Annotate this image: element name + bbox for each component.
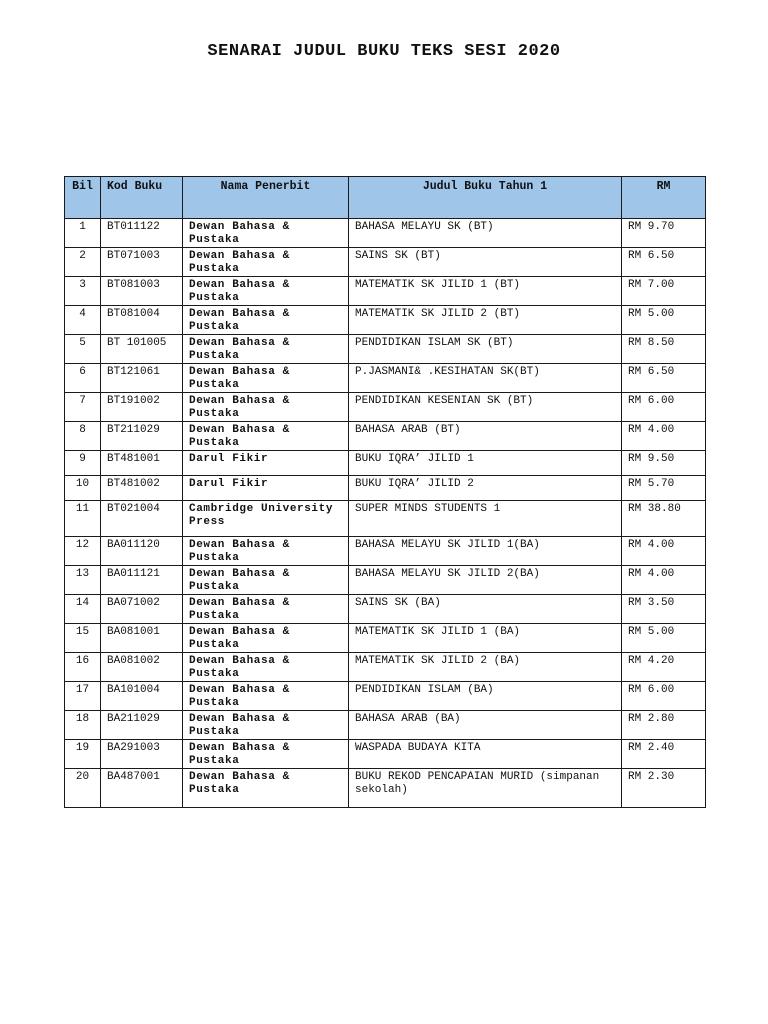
table-row — [65, 501, 706, 537]
table-row — [65, 682, 706, 711]
row-nama-penerbit: Dewan Bahasa & Pustaka — [183, 306, 349, 335]
row-judul-buku: BAHASA ARAB (BA) — [349, 711, 622, 740]
row-bil: 2 — [65, 248, 101, 277]
row-harga-rm: RM 6.00 — [622, 393, 706, 422]
row-bil: 14 — [65, 595, 101, 624]
row-bil: 3 — [65, 277, 101, 306]
row-judul-buku: SUPER MINDS STUDENTS 1 — [349, 501, 622, 537]
table-row — [65, 335, 706, 364]
row-kod-buku: BA101004 — [101, 682, 183, 711]
row-kod-buku: BT481001 — [101, 451, 183, 476]
row-nama-penerbit: Dewan Bahasa & Pustaka — [183, 624, 349, 653]
row-judul-buku: MATEMATIK SK JILID 1 (BA) — [349, 624, 622, 653]
row-bil: 7 — [65, 393, 101, 422]
row-judul-buku: PENDIDIKAN ISLAM (BA) — [349, 682, 622, 711]
row-judul-buku: BUKU IQRA’ JILID 2 — [349, 476, 622, 501]
row-harga-rm: RM 9.50 — [622, 451, 706, 476]
row-bil: 20 — [65, 769, 101, 808]
row-harga-rm: RM 6.50 — [622, 364, 706, 393]
row-judul-buku: BUKU REKOD PENCAPAIAN MURID (simpanan sekolah) — [349, 769, 622, 808]
table-row — [65, 277, 706, 306]
row-harga-rm: RM 2.30 — [622, 769, 706, 808]
row-kod-buku: BT121061 — [101, 364, 183, 393]
row-harga-rm: RM 5.00 — [622, 306, 706, 335]
row-bil: 6 — [65, 364, 101, 393]
header-bil: Bil — [65, 177, 101, 219]
row-harga-rm: RM 6.00 — [622, 682, 706, 711]
row-bil: 16 — [65, 653, 101, 682]
row-harga-rm: RM 6.50 — [622, 248, 706, 277]
row-bil: 17 — [65, 682, 101, 711]
table-row — [65, 422, 706, 451]
row-harga-rm: RM 4.00 — [622, 537, 706, 566]
row-kod-buku: BT081003 — [101, 277, 183, 306]
row-nama-penerbit: Dewan Bahasa & Pustaka — [183, 364, 349, 393]
row-harga-rm: RM 2.40 — [622, 740, 706, 769]
row-kod-buku: BT191002 — [101, 393, 183, 422]
row-nama-penerbit: Darul Fikir — [183, 476, 349, 501]
row-bil: 4 — [65, 306, 101, 335]
row-bil: 8 — [65, 422, 101, 451]
row-kod-buku: BA487001 — [101, 769, 183, 808]
row-nama-penerbit: Dewan Bahasa & Pustaka — [183, 566, 349, 595]
textbook-table — [64, 176, 706, 808]
row-nama-penerbit: Dewan Bahasa & Pustaka — [183, 711, 349, 740]
row-harga-rm: RM 38.80 — [622, 501, 706, 537]
table-row — [65, 537, 706, 566]
row-judul-buku: MATEMATIK SK JILID 2 (BA) — [349, 653, 622, 682]
table-row — [65, 711, 706, 740]
row-judul-buku: SAINS SK (BT) — [349, 248, 622, 277]
table-row — [65, 219, 706, 248]
row-harga-rm: RM 7.00 — [622, 277, 706, 306]
header-judul-buku: Judul Buku Tahun 1 — [349, 177, 622, 219]
row-nama-penerbit: Dewan Bahasa & Pustaka — [183, 740, 349, 769]
row-nama-penerbit: Dewan Bahasa & Pustaka — [183, 335, 349, 364]
row-kod-buku: BA081002 — [101, 653, 183, 682]
row-judul-buku: WASPADA BUDAYA KITA — [349, 740, 622, 769]
table-row — [65, 595, 706, 624]
row-bil: 11 — [65, 501, 101, 537]
row-nama-penerbit: Darul Fikir — [183, 451, 349, 476]
row-kod-buku: BT021004 — [101, 501, 183, 537]
row-harga-rm: RM 2.80 — [622, 711, 706, 740]
row-kod-buku: BA011120 — [101, 537, 183, 566]
row-kod-buku: BT481002 — [101, 476, 183, 501]
row-kod-buku: BA011121 — [101, 566, 183, 595]
row-nama-penerbit: Dewan Bahasa & Pustaka — [183, 277, 349, 306]
row-judul-buku: PENDIDIKAN KESENIAN SK (BT) — [349, 393, 622, 422]
row-harga-rm: RM 8.50 — [622, 335, 706, 364]
row-kod-buku: BT071003 — [101, 248, 183, 277]
table-row — [65, 364, 706, 393]
row-judul-buku: BAHASA ARAB (BT) — [349, 422, 622, 451]
table-row — [65, 624, 706, 653]
header-rm: RM — [622, 177, 706, 219]
table-row — [65, 393, 706, 422]
row-kod-buku: BT011122 — [101, 219, 183, 248]
row-bil: 9 — [65, 451, 101, 476]
row-judul-buku: BAHASA MELAYU SK (BT) — [349, 219, 622, 248]
row-kod-buku: BT 101005 — [101, 335, 183, 364]
row-nama-penerbit: Dewan Bahasa & Pustaka — [183, 422, 349, 451]
row-judul-buku: SAINS SK (BA) — [349, 595, 622, 624]
row-bil: 1 — [65, 219, 101, 248]
row-judul-buku: BUKU IQRA’ JILID 1 — [349, 451, 622, 476]
row-judul-buku: BAHASA MELAYU SK JILID 1(BA) — [349, 537, 622, 566]
row-nama-penerbit: Cambridge University Press — [183, 501, 349, 537]
table-header-row — [65, 177, 706, 219]
row-harga-rm: RM 4.00 — [622, 422, 706, 451]
row-harga-rm: RM 4.20 — [622, 653, 706, 682]
row-kod-buku: BA291003 — [101, 740, 183, 769]
row-harga-rm: RM 5.00 — [622, 624, 706, 653]
row-nama-penerbit: Dewan Bahasa & Pustaka — [183, 653, 349, 682]
table-row — [65, 769, 706, 808]
row-nama-penerbit: Dewan Bahasa & Pustaka — [183, 769, 349, 808]
row-bil: 5 — [65, 335, 101, 364]
row-judul-buku: MATEMATIK SK JILID 1 (BT) — [349, 277, 622, 306]
page-title: SENARAI JUDUL BUKU TEKS SESI 2020 — [207, 42, 561, 61]
table-row — [65, 248, 706, 277]
table-row — [65, 476, 706, 501]
row-harga-rm: RM 5.70 — [622, 476, 706, 501]
table-row — [65, 566, 706, 595]
row-harga-rm: RM 3.50 — [622, 595, 706, 624]
header-nama-penerbit: Nama Penerbit — [183, 177, 349, 219]
table-row — [65, 740, 706, 769]
row-nama-penerbit: Dewan Bahasa & Pustaka — [183, 248, 349, 277]
table-row — [65, 306, 706, 335]
row-kod-buku: BA071002 — [101, 595, 183, 624]
row-nama-penerbit: Dewan Bahasa & Pustaka — [183, 595, 349, 624]
row-kod-buku: BT211029 — [101, 422, 183, 451]
row-harga-rm: RM 4.00 — [622, 566, 706, 595]
row-nama-penerbit: Dewan Bahasa & Pustaka — [183, 393, 349, 422]
row-kod-buku: BT081004 — [101, 306, 183, 335]
row-nama-penerbit: Dewan Bahasa & Pustaka — [183, 219, 349, 248]
row-bil: 13 — [65, 566, 101, 595]
row-kod-buku: BA211029 — [101, 711, 183, 740]
row-judul-buku: P.JASMANI& .KESIHATAN SK(BT) — [349, 364, 622, 393]
table-row — [65, 653, 706, 682]
header-kod-buku: Kod Buku — [101, 177, 183, 219]
row-bil: 19 — [65, 740, 101, 769]
row-nama-penerbit: Dewan Bahasa & Pustaka — [183, 682, 349, 711]
row-kod-buku: BA081001 — [101, 624, 183, 653]
row-judul-buku: PENDIDIKAN ISLAM SK (BT) — [349, 335, 622, 364]
row-judul-buku: MATEMATIK SK JILID 2 (BT) — [349, 306, 622, 335]
row-bil: 15 — [65, 624, 101, 653]
row-bil: 18 — [65, 711, 101, 740]
row-harga-rm: RM 9.70 — [622, 219, 706, 248]
row-judul-buku: BAHASA MELAYU SK JILID 2(BA) — [349, 566, 622, 595]
row-bil: 12 — [65, 537, 101, 566]
row-nama-penerbit: Dewan Bahasa & Pustaka — [183, 537, 349, 566]
table-row — [65, 451, 706, 476]
row-bil: 10 — [65, 476, 101, 501]
